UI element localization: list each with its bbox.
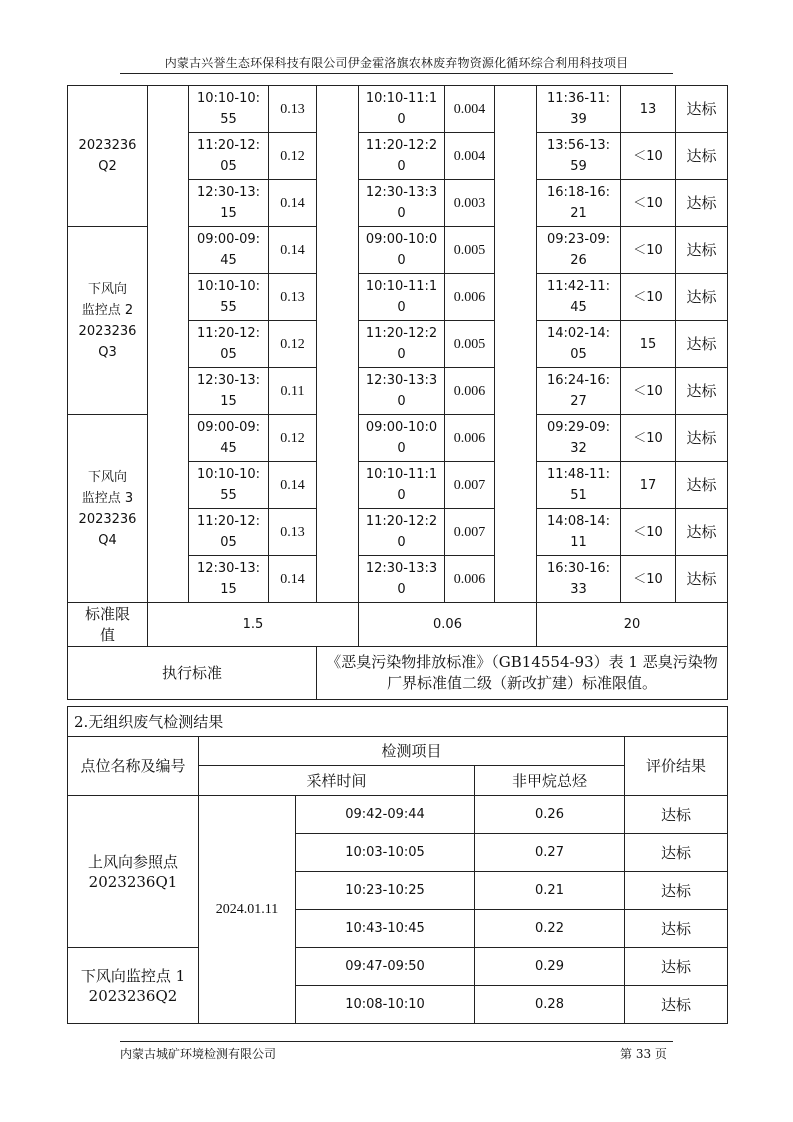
value-cell-2: 0.003 [445, 180, 495, 227]
time-line: 32 [570, 441, 587, 456]
header-eval: 评价结果 [625, 737, 728, 796]
result-cell: 达标 [676, 227, 728, 274]
limit-label-cell [68, 603, 148, 647]
time-line: 11:20-12: [196, 326, 261, 341]
time-line: 11:20-12:2 [365, 138, 438, 153]
value-cell-2: 0.006 [445, 415, 495, 462]
sample-time-cell: 10:43-10:45 [296, 910, 475, 948]
sample-time-cell-2 [359, 86, 445, 133]
point-label-line: 2023236 [78, 511, 137, 527]
result-cell: 达标 [676, 274, 728, 321]
point-label-cell [68, 86, 148, 227]
sample-time-cell-2 [359, 368, 445, 415]
time-line: 0 [397, 394, 406, 409]
result-cell: 达标 [676, 556, 728, 603]
time-line: 11:20-12: [196, 514, 261, 529]
time-line: 11 [570, 535, 587, 550]
time-line: 16:30-16: [546, 561, 611, 576]
time-line: 10:10-10: [196, 91, 261, 106]
value-cell-3: 17 [621, 462, 676, 509]
limit-label-line: 值 [99, 625, 115, 644]
value-cell-2: 0.006 [445, 368, 495, 415]
time-line: 0 [397, 300, 406, 315]
odor-results-table [67, 85, 728, 700]
result-cell: 达标 [625, 948, 728, 986]
sample-time-cell-1 [189, 227, 269, 274]
sample-time-cell: 10:23-10:25 [296, 872, 475, 910]
sample-time-cell-2 [359, 180, 445, 227]
time-line: 0 [397, 206, 406, 221]
sample-time-cell-3 [537, 86, 621, 133]
time-line: 09:00-10:0 [365, 232, 438, 247]
point-name-cell [68, 796, 199, 948]
nmhc-value-cell: 0.28 [475, 986, 625, 1024]
result-cell: 达标 [625, 796, 728, 834]
time-line: 10:10-11:1 [365, 91, 438, 106]
sample-time-cell: 10:03-10:05 [296, 834, 475, 872]
sample-time-cell-1 [189, 274, 269, 321]
footer-company: 内蒙古城矿环境检测有限公司 [120, 1047, 277, 1061]
time-line: 11:48-11: [546, 467, 611, 482]
time-line: 09:00-09: [196, 232, 261, 247]
time-line: 16:24-16: [546, 373, 611, 388]
time-line: 12:30-13: [196, 561, 261, 576]
result-cell: 达标 [676, 415, 728, 462]
sample-time-cell-3 [537, 415, 621, 462]
sample-time-cell-1 [189, 368, 269, 415]
point-label-line: 下风向 [87, 281, 127, 297]
time-line: 12:30-13:3 [365, 561, 438, 576]
value-cell-2: 0.005 [445, 321, 495, 368]
time-line: 14:08-14: [546, 514, 611, 529]
time-line: 15 [220, 582, 237, 597]
time-line: 09:23-09: [546, 232, 611, 247]
blank-merged-cell [495, 86, 537, 603]
header-rule [120, 73, 673, 74]
nmhc-value-cell: 0.22 [475, 910, 625, 948]
table-row [68, 796, 728, 834]
header-param: 非甲烷总烃 [475, 766, 625, 796]
time-line: 26 [570, 253, 587, 268]
point-name-line: 2023236Q2 [88, 986, 178, 1005]
standard-label-cell: 执行标准 [68, 647, 317, 700]
sample-time-cell-1 [189, 556, 269, 603]
standard-row [68, 647, 728, 700]
sample-time-cell-1 [189, 415, 269, 462]
standard-text-line: 厂界标准值二级（新改扩建）标准限值。 [386, 674, 657, 692]
value-cell-3: ＜10 [621, 180, 676, 227]
nmhc-value-cell: 0.21 [475, 872, 625, 910]
point-label-cell [68, 415, 148, 603]
sample-time-cell: 10:08-10:10 [296, 986, 475, 1024]
value-cell-3: 13 [621, 86, 676, 133]
result-cell: 达标 [676, 462, 728, 509]
sample-time-cell-1 [189, 462, 269, 509]
value-cell-3: ＜10 [621, 227, 676, 274]
standard-text-cell [317, 647, 728, 700]
sample-time-cell-2 [359, 133, 445, 180]
time-line: 0 [397, 441, 406, 456]
blank-merged-cell [148, 86, 189, 603]
sample-time-cell-1 [189, 86, 269, 133]
nmhc-value-cell: 0.29 [475, 948, 625, 986]
blank-merged-cell [317, 86, 359, 603]
unorganized-exhaust-table [67, 706, 728, 1024]
standard-text-line: 《恶臭污染物排放标准》（GB14554-93）表 1 恶臭污染物 [326, 653, 718, 671]
value-cell-2: 0.006 [445, 556, 495, 603]
result-cell: 达标 [625, 986, 728, 1024]
value-cell-2: 0.007 [445, 509, 495, 556]
value-cell-3: 15 [621, 321, 676, 368]
value-cell-1: 0.12 [269, 321, 317, 368]
sample-time-cell-3 [537, 227, 621, 274]
header-point: 点位名称及编号 [68, 737, 199, 796]
time-line: 0 [397, 112, 406, 127]
time-line: 14:02-14: [546, 326, 611, 341]
point-label-line: Q2 [98, 159, 117, 174]
footer-rule [120, 1041, 673, 1042]
point-name-line: 下风向监控点 1 [80, 966, 186, 985]
value-cell-2: 0.007 [445, 462, 495, 509]
result-cell: 达标 [625, 910, 728, 948]
value-cell-3: ＜10 [621, 274, 676, 321]
value-cell-1: 0.14 [269, 462, 317, 509]
value-cell-3: ＜10 [621, 133, 676, 180]
time-line: 39 [570, 112, 587, 127]
time-line: 0 [397, 488, 406, 503]
result-cell: 达标 [676, 509, 728, 556]
result-cell: 达标 [625, 872, 728, 910]
value-cell-2: 0.004 [445, 133, 495, 180]
sample-date-cell: 2024.01.11 [199, 796, 296, 1024]
time-line: 12:30-13:3 [365, 185, 438, 200]
point-name-line: 上风向参照点 [87, 852, 178, 871]
time-line: 51 [570, 488, 587, 503]
time-line: 13:56-13: [546, 138, 611, 153]
value-cell-1: 0.12 [269, 415, 317, 462]
value-cell-1: 0.11 [269, 368, 317, 415]
time-line: 15 [220, 206, 237, 221]
time-line: 45 [220, 253, 237, 268]
section-title: 2.无组织废气检测结果 [68, 707, 728, 737]
value-cell-3: ＜10 [621, 556, 676, 603]
time-line: 0 [397, 582, 406, 597]
time-line: 05 [220, 535, 237, 550]
time-line: 45 [570, 300, 587, 315]
time-line: 16:18-16: [546, 185, 611, 200]
time-line: 55 [220, 300, 237, 315]
time-line: 05 [570, 347, 587, 362]
time-line: 05 [220, 347, 237, 362]
sample-time-cell-2 [359, 415, 445, 462]
page-header-title: 内蒙古兴誉生态环保科技有限公司伊金霍洛旗农林废弃物资源化循环综合利用科技项目 [164, 56, 629, 70]
time-line: 55 [220, 112, 237, 127]
time-line: 59 [570, 159, 587, 174]
sample-time-cell-2 [359, 509, 445, 556]
time-line: 12:30-13: [196, 373, 261, 388]
point-label-cell [68, 227, 148, 415]
value-cell-1: 0.13 [269, 274, 317, 321]
result-cell: 达标 [676, 321, 728, 368]
value-cell-1: 0.14 [269, 556, 317, 603]
time-line: 21 [570, 206, 587, 221]
time-line: 0 [397, 347, 406, 362]
sample-time-cell-3 [537, 368, 621, 415]
sample-time-cell-3 [537, 556, 621, 603]
time-line: 10:10-10: [196, 279, 261, 294]
time-line: 45 [220, 441, 237, 456]
time-line: 0 [397, 253, 406, 268]
time-line: 11:20-12: [196, 138, 261, 153]
point-label-line: 2023236 [78, 138, 137, 153]
time-line: 0 [397, 159, 406, 174]
sample-time-cell-1 [189, 509, 269, 556]
point-label-line: Q3 [98, 344, 117, 360]
point-label-line: Q4 [98, 532, 117, 548]
result-cell: 达标 [676, 133, 728, 180]
time-line: 10:10-11:1 [365, 467, 438, 482]
sample-time-cell: 09:47-09:50 [296, 948, 475, 986]
sample-time-cell-1 [189, 321, 269, 368]
time-line: 10:10-11:1 [365, 279, 438, 294]
table-row [68, 948, 728, 986]
sample-time-cell-2 [359, 462, 445, 509]
sample-time-cell-2 [359, 556, 445, 603]
result-cell: 达标 [676, 180, 728, 227]
limit-row [68, 603, 728, 647]
point-name-cell [68, 948, 199, 1024]
time-line: 11:20-12:2 [365, 514, 438, 529]
sample-time-cell-2 [359, 274, 445, 321]
value-cell-1: 0.13 [269, 86, 317, 133]
limit-value-1: 1.5 [148, 603, 359, 647]
value-cell-1: 0.12 [269, 133, 317, 180]
sample-time-cell-3 [537, 180, 621, 227]
value-cell-1: 0.14 [269, 180, 317, 227]
time-line: 09:00-09: [196, 420, 261, 435]
time-line: 05 [220, 159, 237, 174]
sample-time-cell: 09:42-09:44 [296, 796, 475, 834]
value-cell-3: ＜10 [621, 509, 676, 556]
value-cell-2: 0.005 [445, 227, 495, 274]
time-line: 33 [570, 582, 587, 597]
result-cell: 达标 [676, 86, 728, 133]
sample-time-cell-1 [189, 180, 269, 227]
time-line: 11:20-12:2 [365, 326, 438, 341]
value-cell-1: 0.14 [269, 227, 317, 274]
nmhc-value-cell: 0.27 [475, 834, 625, 872]
footer-page-number: 第 33 页 [620, 1047, 667, 1061]
sample-time-cell-2 [359, 227, 445, 274]
point-name-line: 2023236Q1 [88, 872, 178, 891]
sample-time-cell-1 [189, 133, 269, 180]
time-line: 0 [397, 535, 406, 550]
sample-time-cell-3 [537, 509, 621, 556]
sample-time-cell-3 [537, 274, 621, 321]
value-cell-2: 0.006 [445, 274, 495, 321]
table-row [68, 86, 728, 133]
time-line: 12:30-13:3 [365, 373, 438, 388]
sample-time-cell-3 [537, 321, 621, 368]
result-cell: 达标 [625, 834, 728, 872]
time-line: 11:42-11: [546, 279, 611, 294]
value-cell-3: ＜10 [621, 368, 676, 415]
time-line: 10:10-10: [196, 467, 261, 482]
time-line: 55 [220, 488, 237, 503]
limit-label-line: 标准限 [84, 604, 130, 623]
time-line: 09:00-10:0 [365, 420, 438, 435]
limit-value-3: 20 [537, 603, 728, 647]
header-time: 采样时间 [199, 766, 475, 796]
sample-time-cell-3 [537, 133, 621, 180]
time-line: 11:36-11: [546, 91, 611, 106]
value-cell-2: 0.004 [445, 86, 495, 133]
time-line: 09:29-09: [546, 420, 611, 435]
result-cell: 达标 [676, 368, 728, 415]
time-line: 15 [220, 394, 237, 409]
point-label-line: 下风向 [87, 469, 127, 485]
nmhc-value-cell: 0.26 [475, 796, 625, 834]
value-cell-1: 0.13 [269, 509, 317, 556]
header-items: 检测项目 [199, 737, 625, 766]
header-row [68, 737, 728, 766]
sample-time-cell-3 [537, 462, 621, 509]
time-line: 27 [570, 394, 587, 409]
sample-time-cell-2 [359, 321, 445, 368]
value-cell-3: ＜10 [621, 415, 676, 462]
limit-value-2: 0.06 [359, 603, 537, 647]
section-title-row [68, 707, 728, 737]
point-label-line: 2023236 [78, 323, 137, 339]
time-line: 12:30-13: [196, 185, 261, 200]
point-label-line: 监控点 3 [81, 490, 134, 506]
point-label-line: 监控点 2 [81, 302, 134, 318]
